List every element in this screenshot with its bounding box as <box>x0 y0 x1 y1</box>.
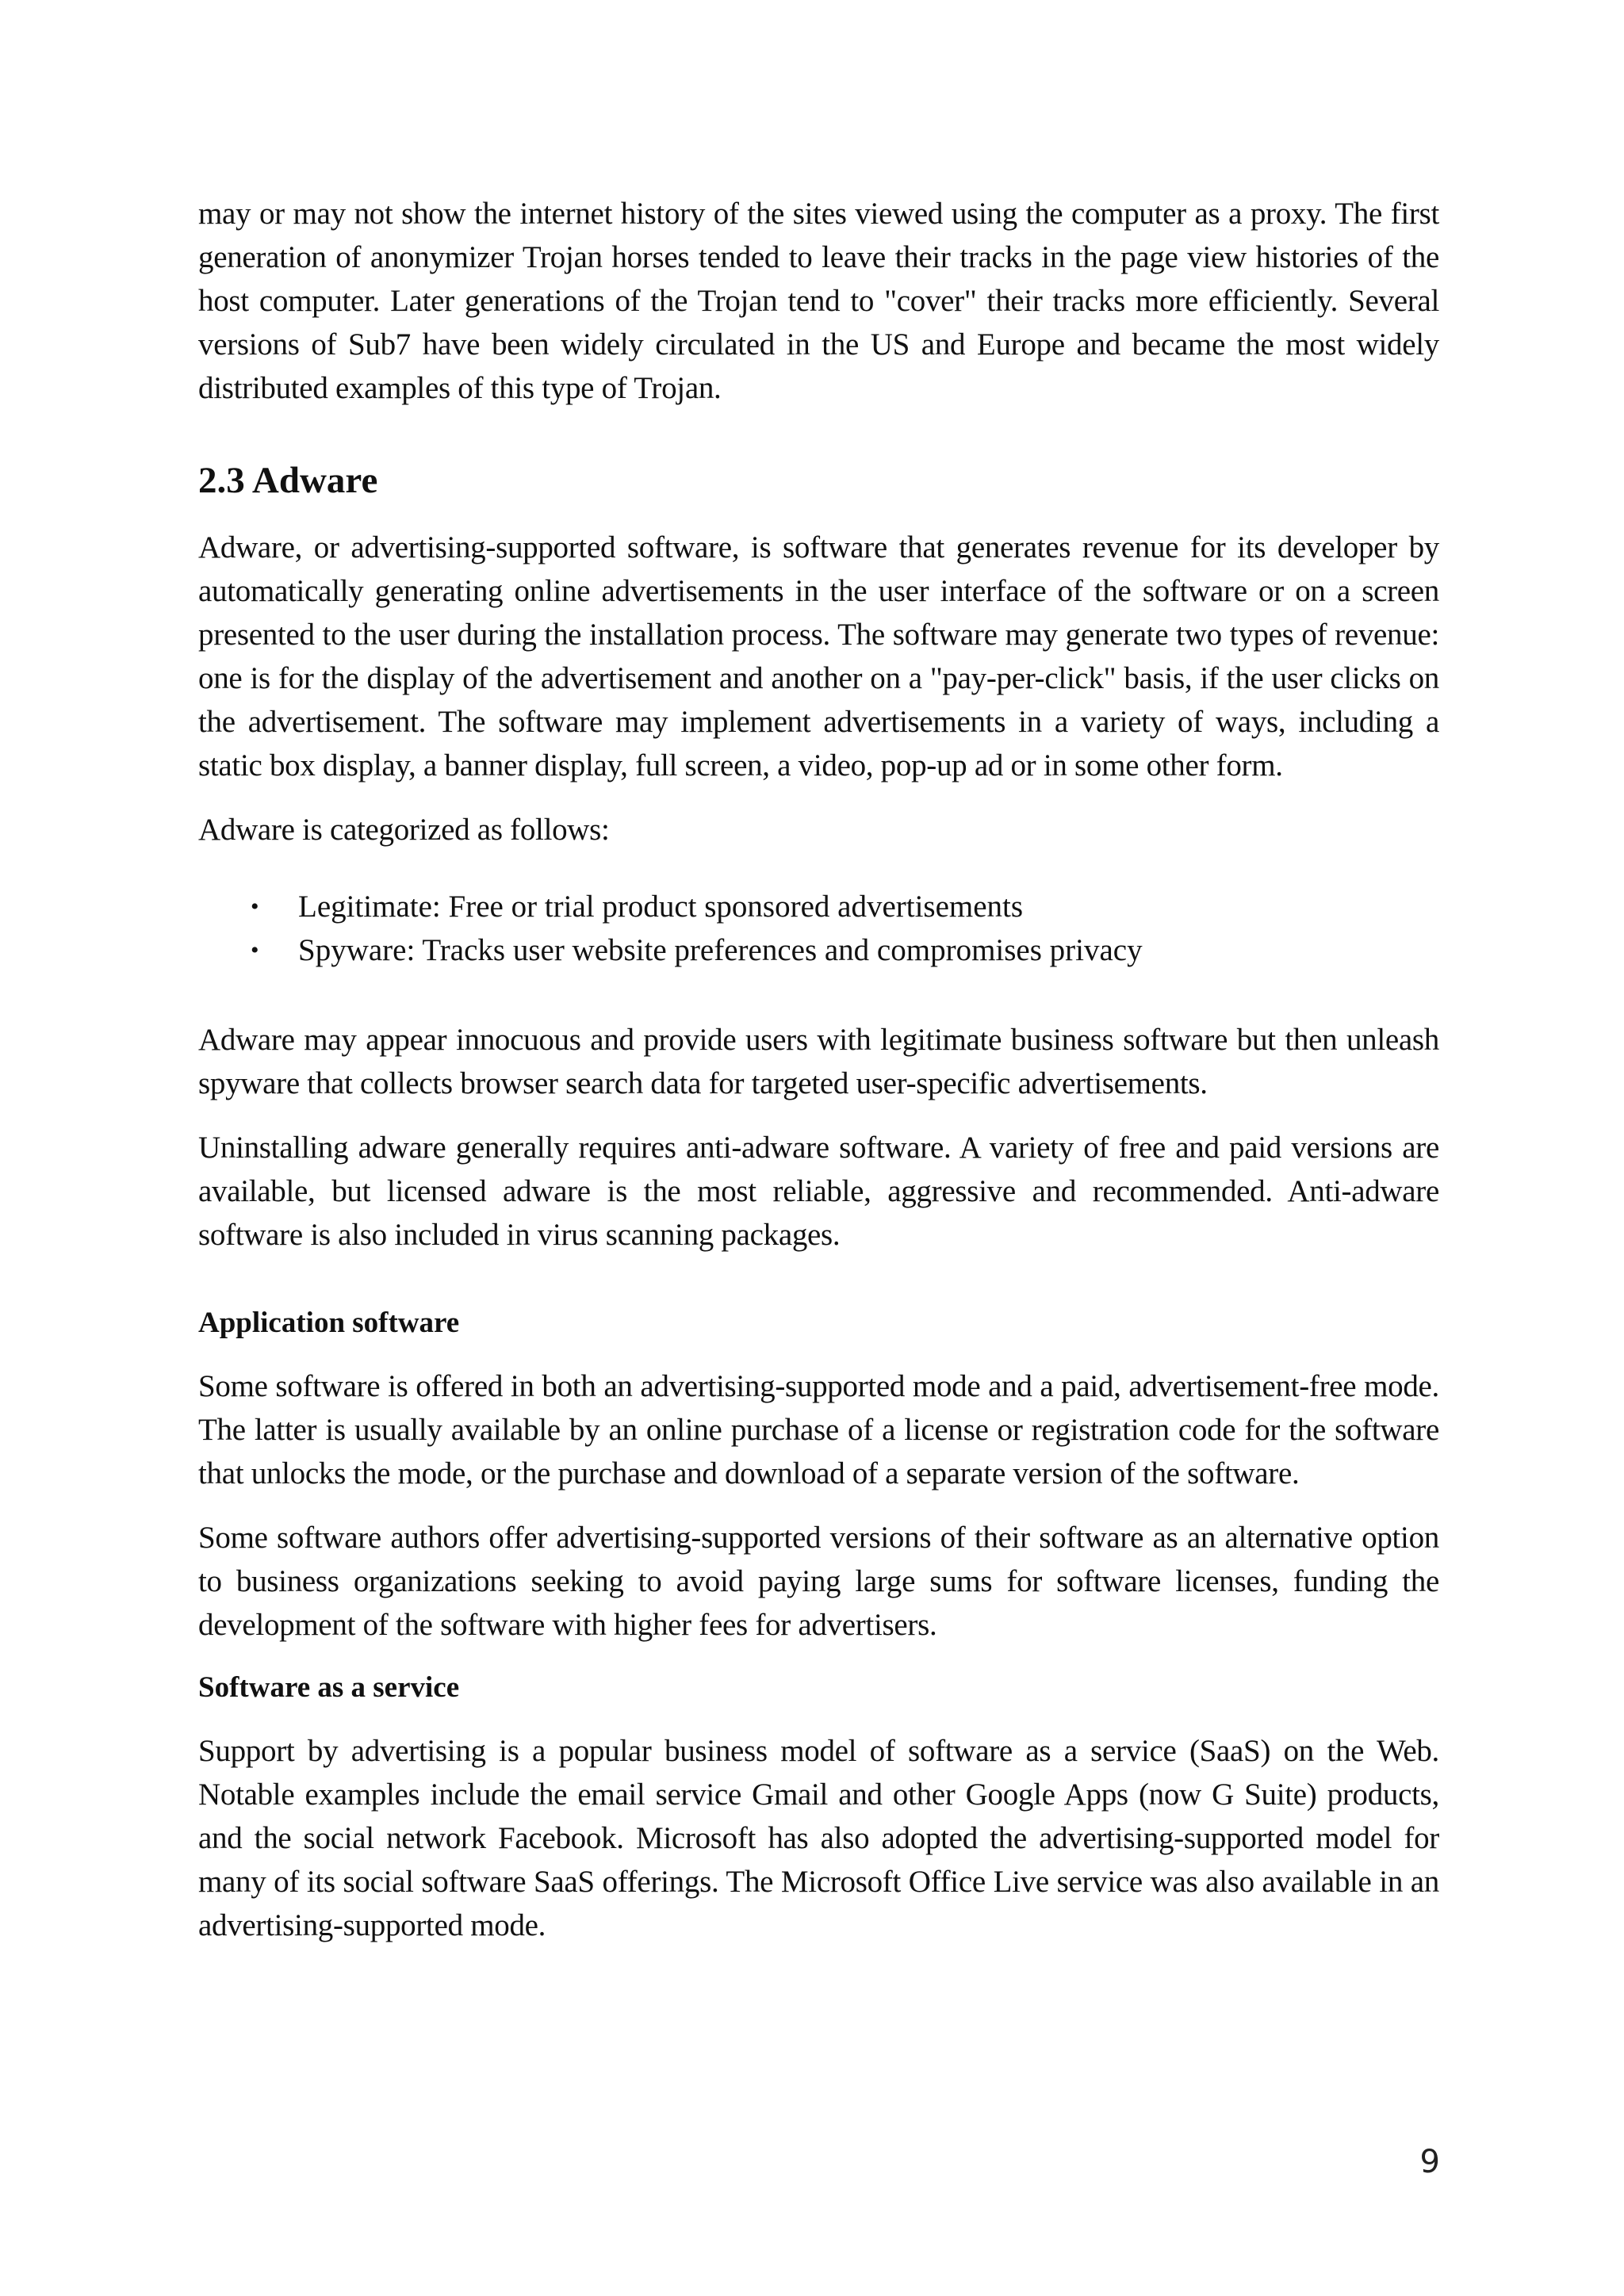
paragraph-adware-uninstall: Uninstalling adware generally requires anti-adware software. A variety of free and paid versions are available, but licensed adware is the most reliable, aggressive and recommended. Anti-adware software is also included in virus scanning packages. <box>198 1131 1439 1252</box>
section-heading-adware: 2.3 Adware <box>198 460 378 501</box>
paragraph-adware-categorized: Adware is categorized as follows: <box>198 813 610 847</box>
paragraph-adware-innocuous: Adware may appear innocuous and provide users with legitimate business software but then unleash spyware that collects browser search data for targeted user-specific advertisements. <box>198 1023 1439 1100</box>
bullet-icon: • <box>251 937 259 963</box>
page-content <box>198 192 1439 1947</box>
adware-category-list <box>198 885 1439 972</box>
list-item-spyware <box>198 928 1439 972</box>
paragraph-saas: Support by advertising is a popular business model of software as a service (SaaS) on the Web. Notable examples include the email service Gmail and other Google Apps (now G Suite) products, and the social network Facebook. Microsoft has also adopted the advertising-supported model for many of its social software SaaS offerings. The Microsoft Office Live service was also available in an advertising-supported mode. <box>198 1734 1439 1942</box>
list-item-text: Spyware: Tracks user website preferences and compromises privacy <box>298 933 1143 967</box>
paragraph-application-software-1: Some software is offered in both an advertising-supported mode and a paid, advertisement-free mode. The latter is usually available by an online purchase of a license or registration code for the software that unlocks the mode, or the purchase and download of a separate version of the software. <box>198 1369 1439 1490</box>
paragraph-trojan-continuation: may or may not show the internet history of the sites viewed using the computer as a proxy. The first generation of anonymizer Trojan horses tended to leave their tracks in the page view histories of the host computer. Later generations of the Trojan tend to "cover" their tracks more efficiently. Several versions of Sub7 have been widely circulated in the US and Europe and became the most widely distributed examples of this type of Trojan. <box>198 197 1439 405</box>
subheading-software-as-a-service: Software as a service <box>198 1671 460 1704</box>
subheading-application-software: Application software <box>198 1307 460 1339</box>
paragraph-adware-intro: Adware, or advertising-supported software, is software that generates revenue for its developer by automatically generating online advertisements in the user interface of the software or on a screen presented to the user during the installation process. The software may generate two types of revenue: one is for the display of the advertisement and another on a "pay-per-click" basis, if the user clicks on the advertisement. The software may implement advertisements in a variety of ways, including a static box display, a banner display, full screen, a video, pop-up ad or in some other form. <box>198 530 1439 783</box>
bullet-icon: • <box>251 894 259 920</box>
paragraph-application-software-2: Some software authors offer advertising-supported versions of their software as an alternative option to business organizations seeking to avoid paying large sums for software licenses, funding the development of the software with higher fees for advertisers. <box>198 1521 1439 1642</box>
page-number: 9 <box>1419 2144 1440 2180</box>
list-item-text: Legitimate: Free or trial product sponsored advertisements <box>298 890 1024 924</box>
list-item-legitimate <box>198 885 1439 928</box>
